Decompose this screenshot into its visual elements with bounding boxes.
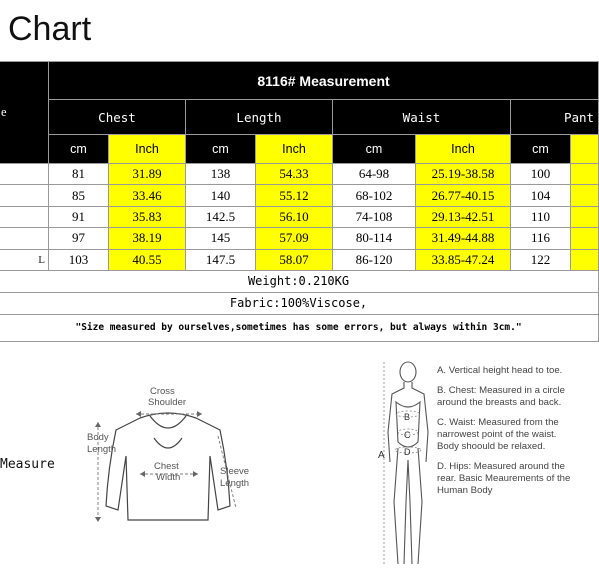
table-cell-cut bbox=[571, 206, 599, 227]
unit-header: Inch bbox=[109, 135, 186, 164]
table-cell: 56.10 bbox=[256, 206, 333, 227]
table-cell: 100 bbox=[511, 164, 571, 185]
table-cell: 91 bbox=[49, 206, 109, 227]
table-cell: 31.89 bbox=[109, 164, 186, 185]
marker-a: A bbox=[378, 450, 385, 461]
shoulder-arrow-heads bbox=[95, 411, 202, 522]
weight-info: Weight:0.210KG bbox=[0, 270, 599, 292]
body-length-label-line1: Body bbox=[87, 432, 109, 443]
table-cell-cut bbox=[571, 164, 599, 185]
chest-width-label-line1: Chest bbox=[154, 461, 179, 472]
size-chart-table bbox=[0, 61, 599, 342]
table-cell: 26.77-40.15 bbox=[416, 185, 511, 206]
group-length: Length bbox=[186, 100, 333, 135]
table-cell: 25.19-38.58 bbox=[416, 164, 511, 185]
size-cell bbox=[0, 185, 49, 206]
table-cell: 140 bbox=[186, 185, 256, 206]
size-header: e bbox=[0, 62, 49, 164]
table-cell: 74-108 bbox=[333, 206, 416, 227]
size-cell bbox=[0, 164, 49, 185]
table-cell: 31.49-44.88 bbox=[416, 228, 511, 249]
size-cell bbox=[0, 228, 49, 249]
size-cell: L bbox=[0, 249, 49, 270]
measurement-notes bbox=[437, 365, 577, 505]
size-cell bbox=[0, 206, 49, 227]
table-cell: 57.09 bbox=[256, 228, 333, 249]
unit-header-cut bbox=[571, 135, 599, 164]
table-cell: 122 bbox=[511, 249, 571, 270]
table-row bbox=[0, 206, 599, 227]
marker-d: D bbox=[404, 447, 411, 457]
measurement-note: "Size measured by ourselves,sometimes has some errors, but always within 3cm." bbox=[0, 314, 599, 341]
table-row bbox=[0, 228, 599, 249]
table-cell: 33.46 bbox=[109, 185, 186, 206]
table-cell: 38.19 bbox=[109, 228, 186, 249]
sleeve-length-label-line2: Length bbox=[220, 478, 250, 489]
body-diagram bbox=[370, 352, 440, 577]
table-cell: 40.55 bbox=[109, 249, 186, 270]
chest-width-label-line2: Width bbox=[156, 472, 181, 483]
table-cell: 54.33 bbox=[256, 164, 333, 185]
group-chest: Chest bbox=[49, 100, 186, 135]
table-cell: 145 bbox=[186, 228, 256, 249]
body-outline bbox=[388, 362, 428, 564]
table-cell: 68-102 bbox=[333, 185, 416, 206]
marker-c: C bbox=[404, 430, 411, 440]
table-cell: 85 bbox=[49, 185, 109, 206]
table-cell: 97 bbox=[49, 228, 109, 249]
table-cell: 110 bbox=[511, 206, 571, 227]
table-cell: 138 bbox=[186, 164, 256, 185]
how-to-measure-label: Measure bbox=[0, 457, 55, 472]
table-cell: 35.83 bbox=[109, 206, 186, 227]
table-cell: 116 bbox=[511, 228, 571, 249]
table-cell: 147.5 bbox=[186, 249, 256, 270]
table-cell: 55.12 bbox=[256, 185, 333, 206]
group-pant: Pant bbox=[511, 100, 599, 135]
sleeve-length-label-line1: Sleeve bbox=[220, 466, 250, 477]
table-cell-cut bbox=[571, 185, 599, 206]
table-cell: 81 bbox=[49, 164, 109, 185]
table-cell: 64-98 bbox=[333, 164, 416, 185]
unit-header: cm bbox=[333, 135, 416, 164]
unit-header: cm bbox=[186, 135, 256, 164]
table-row bbox=[0, 164, 599, 185]
table-cell-cut bbox=[571, 228, 599, 249]
table-cell: 104 bbox=[511, 185, 571, 206]
note-hips: D. Hips: Measured around the rear. Basic Meaurements of the Human Body bbox=[437, 461, 571, 496]
unit-header: cm bbox=[511, 135, 571, 164]
table-cell: 33.85-47.24 bbox=[416, 249, 511, 270]
table-row bbox=[0, 185, 599, 206]
note-height: A. Vertical height head to toe. bbox=[437, 365, 563, 376]
note-chest: B. Chest: Measured in a circle around the breasts and back. bbox=[437, 385, 565, 408]
table-cell: 86-120 bbox=[333, 249, 416, 270]
fabric-info: Fabric:100%Viscose, bbox=[0, 292, 599, 314]
unit-header: cm bbox=[49, 135, 109, 164]
marker-b: B bbox=[404, 412, 411, 422]
table-cell-cut bbox=[571, 249, 599, 270]
shirt-diagram bbox=[70, 378, 260, 538]
cross-shoulder-label-line1: Cross bbox=[150, 386, 175, 397]
table-cell: 103 bbox=[49, 249, 109, 270]
table-cell: 58.07 bbox=[256, 249, 333, 270]
measure-markers bbox=[384, 362, 421, 564]
table-cell: 29.13-42.51 bbox=[416, 206, 511, 227]
table-row bbox=[0, 249, 599, 270]
cross-shoulder-label-line2: Shoulder bbox=[148, 397, 187, 408]
table-cell: 80-114 bbox=[333, 228, 416, 249]
group-waist: Waist bbox=[333, 100, 511, 135]
table-title: 8116# Measurement bbox=[49, 62, 599, 100]
note-waist: C. Waist: Measured from the narrowest point of the waist. Body shoould be relaxed. bbox=[437, 417, 559, 452]
unit-header: Inch bbox=[416, 135, 511, 164]
page-title: Chart bbox=[8, 10, 92, 48]
body-length-label-line2: Length bbox=[87, 444, 117, 455]
table-cell: 142.5 bbox=[186, 206, 256, 227]
unit-header: Inch bbox=[256, 135, 333, 164]
